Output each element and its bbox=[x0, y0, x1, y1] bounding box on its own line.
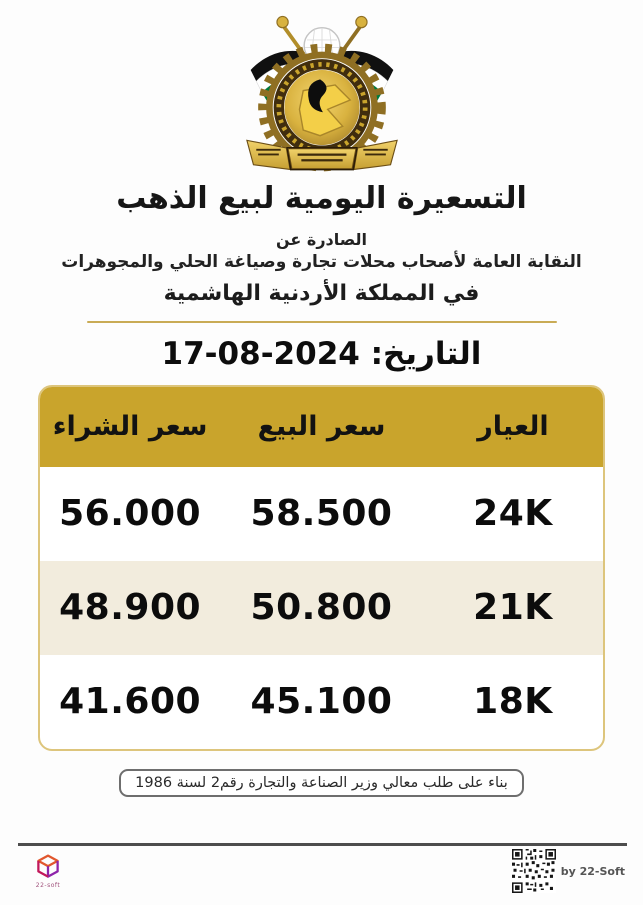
footer-brand bbox=[26, 853, 70, 889]
footer bbox=[0, 843, 643, 905]
table-row-24k bbox=[40, 467, 603, 561]
sell-price-cell: 45.100 bbox=[250, 681, 393, 722]
footer-divider bbox=[18, 843, 627, 846]
buy-price-cell: 41.600 bbox=[59, 681, 202, 722]
page-title: التسعيرة اليومية لبيع الذهب bbox=[116, 181, 527, 216]
sell-price-cell: 58.500 bbox=[250, 493, 393, 534]
qr-code-icon bbox=[512, 849, 556, 893]
column-karat: العيار bbox=[423, 387, 603, 467]
22soft-cube-logo-icon bbox=[34, 853, 62, 881]
emblem-center bbox=[278, 64, 364, 150]
table-row-21k bbox=[40, 561, 603, 655]
sell-price-cell: 50.800 bbox=[220, 561, 423, 655]
union-emblem-logo bbox=[228, 8, 416, 177]
gold-divider bbox=[87, 321, 557, 323]
date-label: التاريخ: bbox=[370, 335, 482, 372]
column-buy-price: سعر الشراء bbox=[40, 387, 220, 467]
buy-price-cell: 48.900 bbox=[40, 561, 220, 655]
date-line bbox=[162, 336, 482, 372]
table-header-row bbox=[40, 387, 603, 467]
logo-caption: 22-soft bbox=[35, 882, 61, 889]
gold-price-table bbox=[38, 385, 605, 751]
organization-line: النقابة العامة لأصحاب محلات تجارة وصياغة الحلي والمجوهرات bbox=[61, 251, 582, 272]
date-value: 17-08-2024 bbox=[161, 335, 360, 372]
footer-credit bbox=[512, 849, 625, 893]
karat-cell: 18K bbox=[473, 681, 553, 722]
credit-text: by 22-Soft bbox=[560, 864, 625, 878]
buy-price-cell: 56.000 bbox=[59, 493, 202, 534]
legal-footnote: بناء على طلب معالي وزير الصناعة والتجارة رقم2 لسنة 1986 bbox=[119, 769, 524, 797]
country-line: في المملكة الأردنية الهاشمية bbox=[163, 280, 480, 306]
karat-cell: 21K bbox=[423, 561, 603, 655]
issued-by-line: الصادرة عن bbox=[275, 229, 368, 249]
column-sell-price: سعر البيع bbox=[220, 387, 423, 467]
table-row-18k bbox=[40, 655, 603, 749]
karat-cell: 24K bbox=[473, 493, 553, 534]
